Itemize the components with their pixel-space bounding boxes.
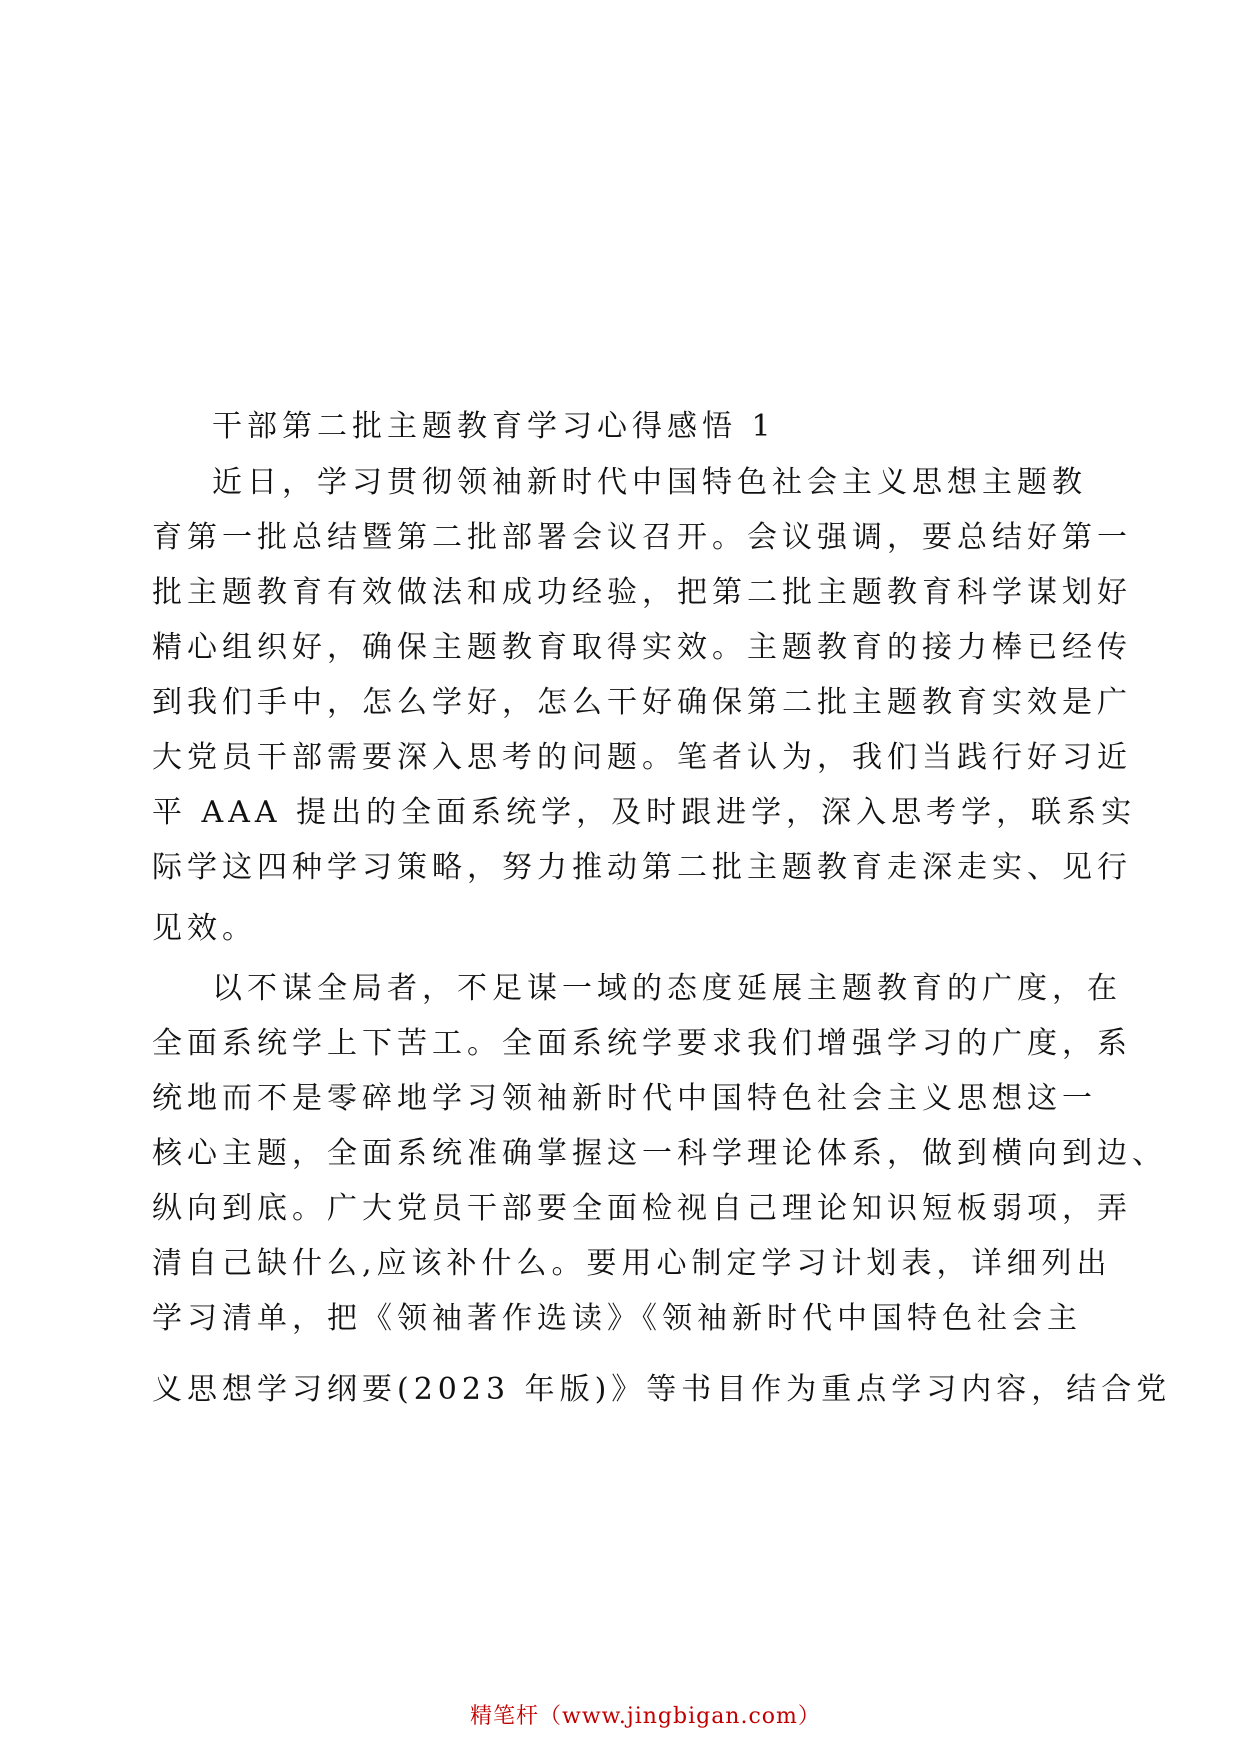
paragraph-line: 学习清单，把《领袖著作选读》《领袖新时代中国特色社会主 <box>152 1301 1082 1336</box>
paragraph-line: 全面系统学上下苦工。全面系统学要求我们增强学习的广度，系 <box>152 1026 1132 1061</box>
footer-watermark: 精笔杆（www.jingbigan.com） <box>470 1704 821 1729</box>
paragraph-line: 核心主题，全面系统准确掌握这一科学理论体系，做到横向到边、 <box>152 1136 1167 1171</box>
paragraph-line: 统地而不是零碎地学习领袖新时代中国特色社会主义思想这一 <box>152 1081 1097 1116</box>
paragraph-line: 近日，学习贯彻领袖新时代中国特色社会主义思想主题教 <box>212 465 1087 500</box>
paragraph-line: 以不谋全局者，不足谋一域的态度延展主题教育的广度，在 <box>212 971 1122 1006</box>
paragraph-line: 批主题教育有效做法和成功经验，把第二批主题教育科学谋划好 <box>152 575 1132 610</box>
document-title: 干部第二批主题教育学习心得感悟 1 <box>212 409 776 444</box>
paragraph-line: 平 AAA 提出的全面系统学，及时跟进学，深入思考学，联系实 <box>152 795 1137 830</box>
paragraph-line: 精心组织好，确保主题教育取得实效。主题教育的接力棒已经传 <box>152 630 1132 665</box>
paragraph-line: 育第一批总结暨第二批部署会议召开。会议强调，要总结好第一 <box>152 520 1132 555</box>
paragraph-line: 见效。 <box>152 911 257 946</box>
paragraph-line: 纵向到底。广大党员干部要全面检视自己理论知识短板弱项，弄 <box>152 1191 1132 1226</box>
paragraph-line: 到我们手中，怎么学好，怎么干好确保第二批主题教育实效是广 <box>152 685 1132 720</box>
paragraph-line: 大党员干部需要深入思考的问题。笔者认为，我们当践行好习近 <box>152 740 1132 775</box>
paragraph-line: 清自己缺什么,应该补什么。要用心制定学习计划表，详细列出 <box>152 1246 1112 1281</box>
paragraph-line: 义思想学习纲要(2023 年版)》等书目作为重点学习内容，结合党 <box>152 1372 1172 1407</box>
paragraph-line: 际学这四种学习策略，努力推动第二批主题教育走深走实、见行 <box>152 850 1132 885</box>
